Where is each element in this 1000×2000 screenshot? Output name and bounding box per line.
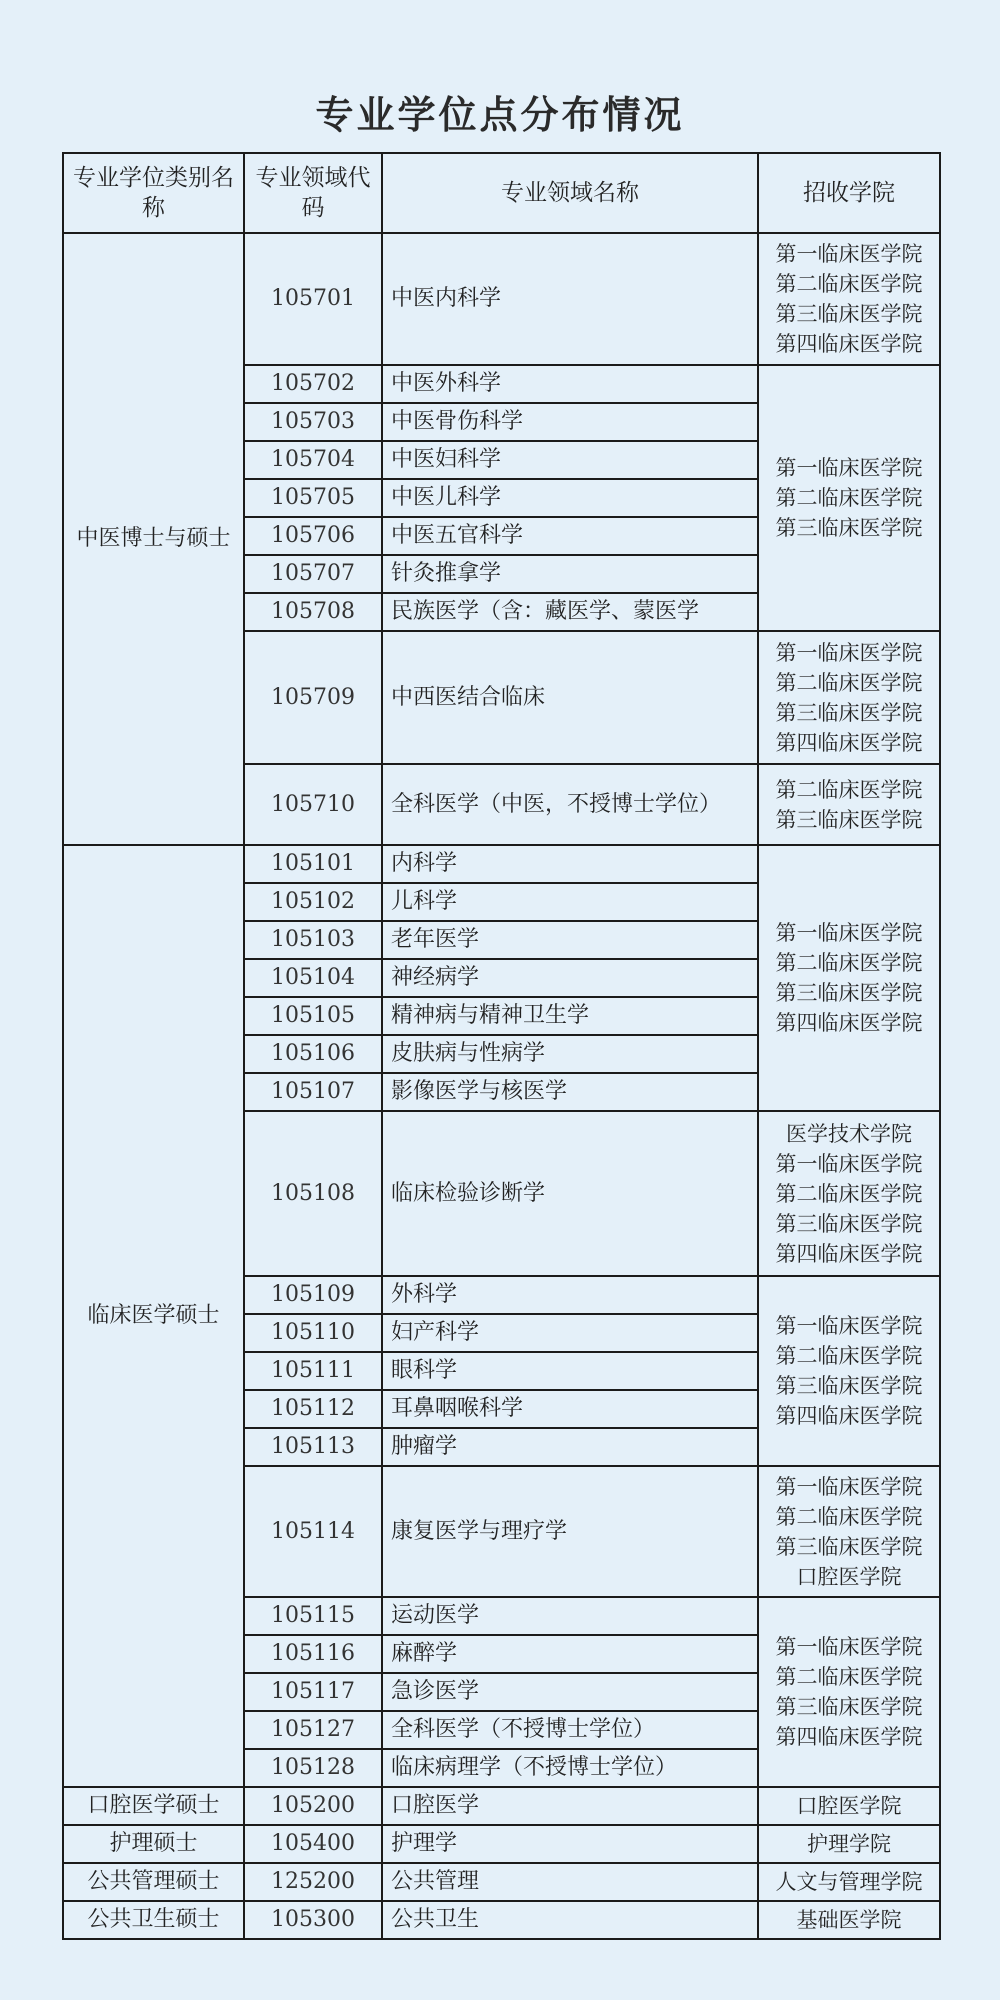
table-row <box>63 1863 940 1901</box>
field-name-cell: 中医儿科学 <box>382 479 758 517</box>
field-name-cell: 护理学 <box>382 1825 758 1863</box>
field-name-cell: 眼科学 <box>382 1352 758 1390</box>
header-college: 招收学院 <box>758 153 940 233</box>
field-name-cell: 中医内科学 <box>382 233 758 365</box>
field-name-cell: 临床检验诊断学 <box>382 1111 758 1276</box>
category-cell: 口腔医学硕士 <box>63 1787 244 1825</box>
page-title: 专业学位点分布情况 <box>315 93 685 137</box>
field-name-cell: 全科医学（中医，不授博士学位） <box>382 764 758 845</box>
college-cell: 第一临床医学院 第二临床医学院 第三临床医学院 第四临床医学院 <box>758 845 940 1111</box>
field-name-cell: 中医骨伤科学 <box>382 403 758 441</box>
code-cell: 105101 <box>244 845 382 883</box>
field-name-cell: 肿瘤学 <box>382 1428 758 1466</box>
table-row <box>63 1825 940 1863</box>
code-cell: 105114 <box>244 1466 382 1597</box>
field-name-cell: 精神病与精神卫生学 <box>382 997 758 1035</box>
code-cell: 105400 <box>244 1825 382 1863</box>
college-cell: 人文与管理学院 <box>758 1863 940 1901</box>
table-row <box>63 845 940 883</box>
code-cell: 105117 <box>244 1673 382 1711</box>
code-cell: 105107 <box>244 1073 382 1111</box>
code-cell: 105707 <box>244 555 382 593</box>
code-cell: 105701 <box>244 233 382 365</box>
category-cell: 中医博士与硕士 <box>63 233 244 845</box>
field-name-cell: 影像医学与核医学 <box>382 1073 758 1111</box>
field-name-cell: 儿科学 <box>382 883 758 921</box>
code-cell: 105128 <box>244 1749 382 1787</box>
code-cell: 105113 <box>244 1428 382 1466</box>
college-cell: 第一临床医学院 第二临床医学院 第三临床医学院 第四临床医学院 <box>758 1276 940 1466</box>
field-name-cell: 急诊医学 <box>382 1673 758 1711</box>
college-cell: 第一临床医学院 第二临床医学院 第三临床医学院 第四临床医学院 <box>758 1597 940 1787</box>
field-name-cell: 针灸推拿学 <box>382 555 758 593</box>
code-cell: 105110 <box>244 1314 382 1352</box>
category-cell: 临床医学硕士 <box>63 845 244 1787</box>
college-cell: 基础医学院 <box>758 1901 940 1939</box>
code-cell: 105106 <box>244 1035 382 1073</box>
code-cell: 105108 <box>244 1111 382 1276</box>
code-cell: 105111 <box>244 1352 382 1390</box>
field-name-cell: 临床病理学（不授博士学位） <box>382 1749 758 1787</box>
table-row <box>63 1787 940 1825</box>
field-name-cell: 中医外科学 <box>382 365 758 403</box>
college-cell: 第二临床医学院 第三临床医学院 <box>758 764 940 845</box>
field-name-cell: 皮肤病与性病学 <box>382 1035 758 1073</box>
table-row <box>63 1901 940 1939</box>
header-category: 专业学位类别名称 <box>63 153 244 233</box>
header-name: 专业领域名称 <box>382 153 758 233</box>
code-cell: 105300 <box>244 1901 382 1939</box>
college-cell: 口腔医学院 <box>758 1787 940 1825</box>
category-cell: 护理硕士 <box>63 1825 244 1863</box>
code-cell: 105103 <box>244 921 382 959</box>
field-name-cell: 全科医学（不授博士学位） <box>382 1711 758 1749</box>
code-cell: 105705 <box>244 479 382 517</box>
header-code: 专业领域代码 <box>244 153 382 233</box>
field-name-cell: 外科学 <box>382 1276 758 1314</box>
field-name-cell: 中医五官科学 <box>382 517 758 555</box>
code-cell: 105105 <box>244 997 382 1035</box>
header-row <box>63 153 940 233</box>
field-name-cell: 公共卫生 <box>382 1901 758 1939</box>
field-name-cell: 口腔医学 <box>382 1787 758 1825</box>
field-name-cell: 耳鼻咽喉科学 <box>382 1390 758 1428</box>
field-name-cell: 妇产科学 <box>382 1314 758 1352</box>
college-cell: 医学技术学院 第一临床医学院 第二临床医学院 第三临床医学院 第四临床医学院 <box>758 1111 940 1276</box>
code-cell: 105710 <box>244 764 382 845</box>
field-name-cell: 中西医结合临床 <box>382 631 758 764</box>
code-cell: 105200 <box>244 1787 382 1825</box>
field-name-cell: 神经病学 <box>382 959 758 997</box>
college-cell: 第一临床医学院 第二临床医学院 第三临床医学院 第四临床医学院 <box>758 631 940 764</box>
college-cell: 第一临床医学院 第二临床医学院 第三临床医学院 <box>758 365 940 631</box>
field-name-cell: 老年医学 <box>382 921 758 959</box>
code-cell: 105127 <box>244 1711 382 1749</box>
code-cell: 105703 <box>244 403 382 441</box>
code-cell: 105116 <box>244 1635 382 1673</box>
field-name-cell: 康复医学与理疗学 <box>382 1466 758 1597</box>
code-cell: 105709 <box>244 631 382 764</box>
table-row <box>63 233 940 365</box>
code-cell: 105706 <box>244 517 382 555</box>
degree-distribution-table <box>62 152 941 1940</box>
code-cell: 105115 <box>244 1597 382 1635</box>
code-cell: 105708 <box>244 593 382 631</box>
code-cell: 105109 <box>244 1276 382 1314</box>
code-cell: 105104 <box>244 959 382 997</box>
code-cell: 105702 <box>244 365 382 403</box>
college-cell: 第一临床医学院 第二临床医学院 第三临床医学院 第四临床医学院 <box>758 233 940 365</box>
code-cell: 105704 <box>244 441 382 479</box>
code-cell: 105112 <box>244 1390 382 1428</box>
field-name-cell: 麻醉学 <box>382 1635 758 1673</box>
field-name-cell: 内科学 <box>382 845 758 883</box>
field-name-cell: 运动医学 <box>382 1597 758 1635</box>
code-cell: 105102 <box>244 883 382 921</box>
category-cell: 公共卫生硕士 <box>63 1901 244 1939</box>
category-cell: 公共管理硕士 <box>63 1863 244 1901</box>
code-cell: 125200 <box>244 1863 382 1901</box>
field-name-cell: 民族医学（含：藏医学、蒙医学 <box>382 593 758 631</box>
college-cell: 护理学院 <box>758 1825 940 1863</box>
field-name-cell: 公共管理 <box>382 1863 758 1901</box>
college-cell: 第一临床医学院 第二临床医学院 第三临床医学院 口腔医学院 <box>758 1466 940 1597</box>
field-name-cell: 中医妇科学 <box>382 441 758 479</box>
